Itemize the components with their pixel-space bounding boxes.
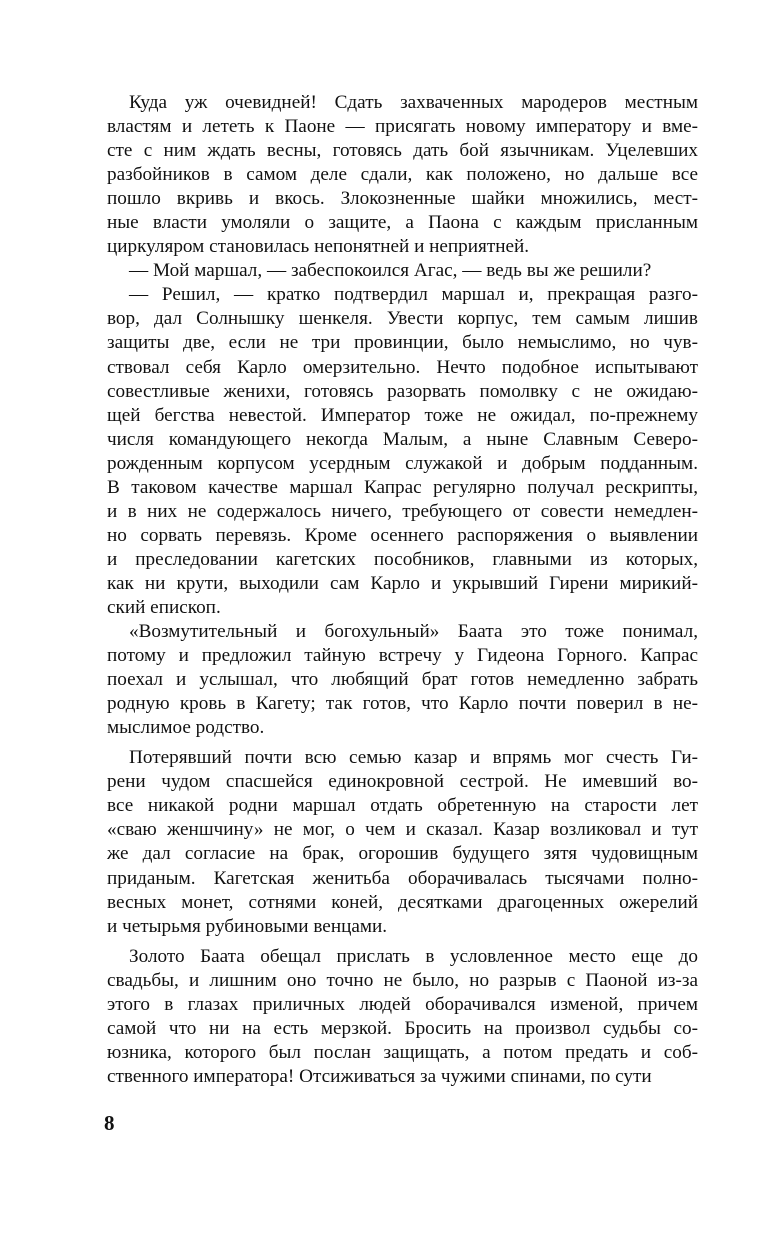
paragraph (107, 620, 698, 740)
text-line: Куда уж очевидней! Сдать захваченных мародеров местным (129, 92, 698, 113)
text-line: В таковом качестве маршал Капрас регулярно получал рескрипты, (107, 476, 698, 498)
text-line: Золото Баата обещал прислать в условленное место еще до (129, 945, 698, 967)
page-number: 8 (104, 1111, 115, 1135)
text-line: циркуляром становилась непонятней и неприятней. (107, 236, 530, 258)
text-line: защиты две, если не три провинции, было немыслимо, но чув- (107, 332, 698, 354)
text-line: совестливые женихи, готовясь разорвать помолвку с не ожидаю- (107, 380, 698, 402)
text-line: числя командующего некогда Малым, а ныне Славным Северо- (107, 428, 698, 450)
text-line: мыслимое родство. (107, 717, 265, 739)
text-line: ственного императора! Отсиживаться за чужими спинами, по сути (107, 1065, 652, 1087)
text-line: щей бегства невестой. Император тоже не ожидал, по-прежнему (107, 404, 698, 426)
text-line: вор, дал Солнышку шенкеля. Увести корпус, тем самым лишив (107, 308, 698, 330)
text-line: поехал и услышал, что любящий брат готов немедленно забрать (107, 669, 698, 691)
text-line: приданым. Кагетская женитьба оборачивалась тысячами полно- (107, 867, 698, 889)
text-line: пошло вкривь и вкось. Злокозненные шайки множились, мест- (107, 188, 698, 210)
text-line: свадьбы, и лишним оно точно не было, но разрыв с Паоной из-за (107, 969, 698, 991)
text-line: сте с ним ждать весны, готовясь дать бой язычникам. Уцелевших (107, 140, 698, 162)
body-text (107, 91, 698, 1089)
text-line: родную кровь в Кагету; так готов, что Карло почти поверил в не- (107, 693, 698, 715)
text-line: — Мой маршал, — забеспокоился Агас, — ведь вы же решили? (129, 260, 652, 282)
paragraph (107, 91, 698, 259)
text-line: как ни крути, выходили сам Карло и укрывший Гирени мирикий- (107, 572, 698, 594)
text-line: ский епископ. (107, 596, 221, 618)
text-line: «сваю женшчину» не мог, о чем и сказал. Казар возликовал и тут (107, 819, 698, 841)
text-line: самой что ни на есть мерзкой. Бросить на произвол судьбы со- (107, 1017, 698, 1039)
text-line: властям и лететь к Паоне — присягать новому императору и вме- (107, 116, 698, 138)
text-line: разбойников в самом деле сдали, как положено, но дальше все (107, 164, 698, 186)
text-line: потому и предложил тайную встречу у Гидеона Горного. Капрас (107, 645, 698, 667)
text-line: Потерявший почти всю семью казар и впрямь мог счесть Ги- (129, 747, 698, 769)
text-line: рени чудом спасшейся единокровной сестрой. Не имевший во- (107, 771, 698, 793)
text-line: же дал согласие на брак, огорошив будущего зятя чудовищным (107, 843, 698, 865)
text-line: «Возмутительный и богохульный» Баата это тоже понимал, (129, 621, 698, 643)
text-line: и преследовании кагетских пособников, главными из которых, (107, 548, 698, 570)
paragraph (107, 945, 698, 1089)
paragraph (107, 259, 698, 283)
text-line: этого в глазах приличных людей оборачивался изменой, причем (107, 993, 698, 1015)
text-line: и четырьмя рубиновыми венцами. (107, 915, 388, 937)
text-line: ствовал себя Карло омерзительно. Нечто подобное испытывают (107, 356, 698, 378)
text-line: — Решил, — кратко подтвердил маршал и, прекращая разго- (129, 284, 698, 306)
text-line: юзника, которого был послан защищать, а потом предать и соб- (107, 1041, 698, 1063)
text-line: и в них не содержалось ничего, требующего от совести немедлен- (107, 500, 698, 522)
text-line: все никакой родни маршал отдать обретенную на старости лет (107, 795, 698, 817)
text-line: рожденным корпусом усердным служакой и добрым подданным. (107, 452, 698, 474)
text-line: ные власти умоляли о защите, а Паона с каждым присланным (107, 212, 698, 234)
paragraph (107, 746, 698, 938)
text-line: весных монет, сотнями коней, десятками драгоценных ожерелий (107, 891, 698, 913)
paragraph (107, 283, 698, 620)
text-line: но сорвать перевязь. Кроме осеннего распоряжения о выявлении (107, 524, 698, 546)
